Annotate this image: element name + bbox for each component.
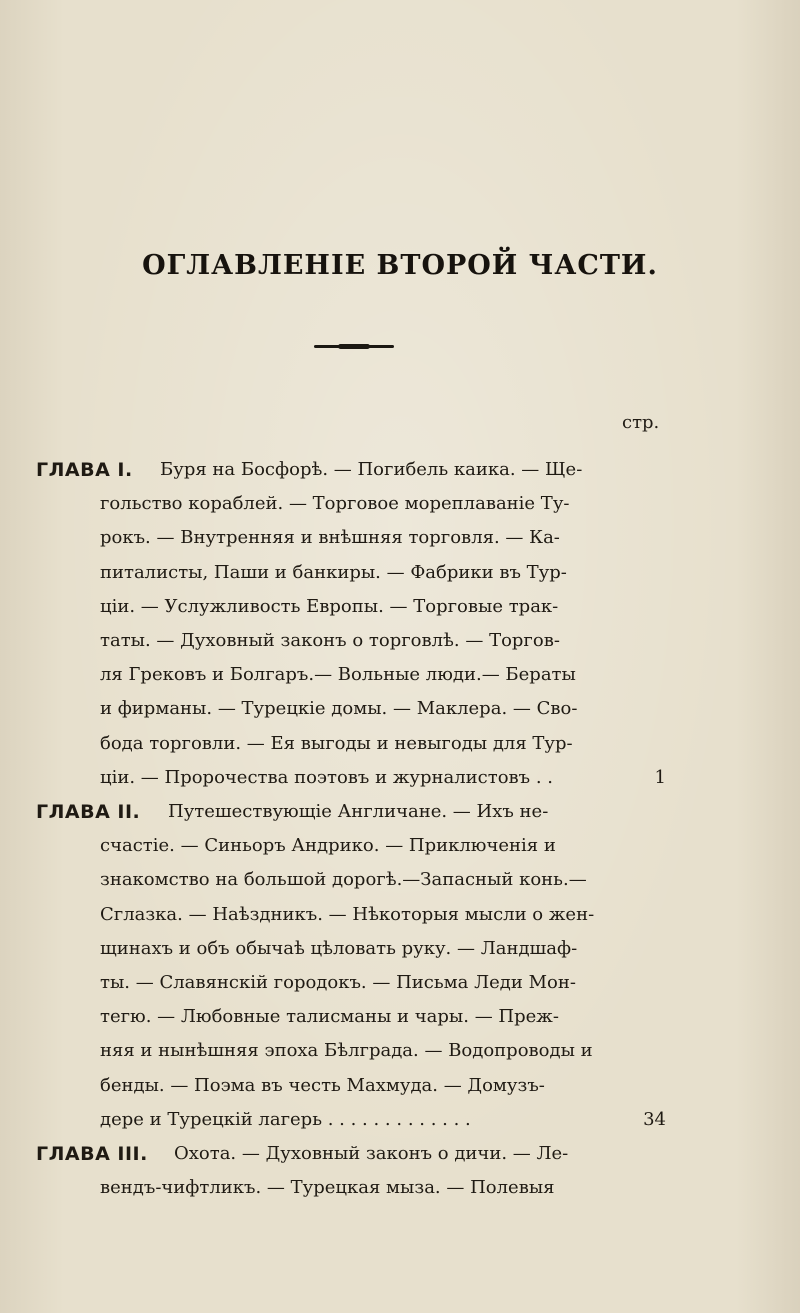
chapter-label: ГЛАВА III. — [36, 1143, 148, 1165]
toc-line — [0, 523, 800, 553]
toc-line — [0, 489, 800, 519]
toc-line — [0, 934, 800, 964]
chapter-summary-line: счастіе. — Синьоръ Андрико. — Приключенія и — [100, 835, 556, 856]
chapter-summary-line: знакомство на большой дорогѣ.—Запасный конь.— — [100, 869, 587, 890]
toc-line — [0, 729, 800, 759]
chapter-summary-line: Путешествующіе Англичане. — Ихъ не- — [168, 801, 549, 822]
chapter-summary-line: и фирманы. — Турецкіе домы. — Маклера. — Сво- — [100, 698, 578, 719]
chapter-summary-line: ціи. — Пророчества поэтовъ и журналистовъ . . — [100, 767, 554, 788]
chapter-summary-line: ля Грековъ и Болгаръ.— Вольные люди.— Бераты — [100, 664, 576, 685]
chapter-summary-line: няя и нынѣшняя эпоха Бѣлграда. — Водопроводы и — [100, 1040, 593, 1061]
chapter-summary-line: рокъ. — Внутренняя и внѣшняя торговля. — Ка- — [100, 527, 560, 548]
chapter-summary-line: Буря на Босфорѣ. — Погибель каика. — Ще- — [160, 459, 583, 480]
toc-line — [0, 763, 800, 793]
toc-line — [0, 455, 800, 485]
toc-line — [0, 1173, 800, 1203]
chapter-summary-line: тегю. — Любовные талисманы и чары. — Преж- — [100, 1006, 559, 1027]
chapter-label: ГЛАВА I. — [36, 459, 133, 481]
toc-line — [0, 1036, 800, 1066]
toc-line — [0, 694, 800, 724]
toc-line — [0, 831, 800, 861]
toc-line — [0, 968, 800, 998]
chapter-label: ГЛАВА II. — [36, 801, 141, 823]
chapter-summary-line: Сглазка. — Наѣздникъ. — Нѣкоторыя мысли о жен- — [100, 904, 595, 925]
toc-line — [0, 592, 800, 622]
chapter-summary-line: щинахъ и объ обычаѣ цѣловать руку. — Ландшаф- — [100, 938, 578, 959]
toc-line — [0, 865, 800, 895]
page-column-label: стр. — [622, 412, 660, 433]
toc-line — [0, 900, 800, 930]
chapter-summary-line: таты. — Духовный законъ о торговлѣ. — Торгов- — [100, 630, 560, 651]
page-number: 1 — [654, 767, 666, 788]
chapter-summary-line: вендъ-чифтликъ. — Турецкая мыза. — Полевыя — [100, 1177, 555, 1198]
chapter-summary-line: бода торговли. — Ея выгоды и невыгоды для Тур- — [100, 733, 573, 754]
toc-line — [0, 1071, 800, 1101]
chapter-summary-line: бенды. — Поэма въ честь Махмуда. — Домузъ- — [100, 1075, 545, 1096]
page-number: 34 — [643, 1109, 666, 1130]
chapter-summary-line: ты. — Славянскій городокъ. — Письма Леди Мон- — [100, 972, 576, 993]
toc-line — [0, 1105, 800, 1135]
toc-line — [0, 1002, 800, 1032]
toc-line — [0, 558, 800, 588]
chapter-summary-line: Охота. — Духовный законъ о дичи. — Ле- — [174, 1143, 569, 1164]
toc-line — [0, 626, 800, 656]
decorative-rule — [314, 345, 394, 348]
toc-line — [0, 660, 800, 690]
chapter-summary-line: ціи. — Услужливость Европы. — Торговые трак- — [100, 596, 559, 617]
page-title: ОГЛАВЛЕНІЕ ВТОРОЙ ЧАСТИ. — [142, 250, 658, 281]
chapter-summary-line: питалисты, Паши и банкиры. — Фабрики въ Тур- — [100, 562, 567, 583]
chapter-summary-line: гольство кораблей. — Торговое мореплаваніе Ту- — [100, 493, 570, 514]
chapter-summary-line: дере и Турецкій лагерь . . . . . . . . . . . . . — [100, 1109, 471, 1130]
toc-line — [0, 1139, 800, 1169]
toc-line — [0, 797, 800, 827]
